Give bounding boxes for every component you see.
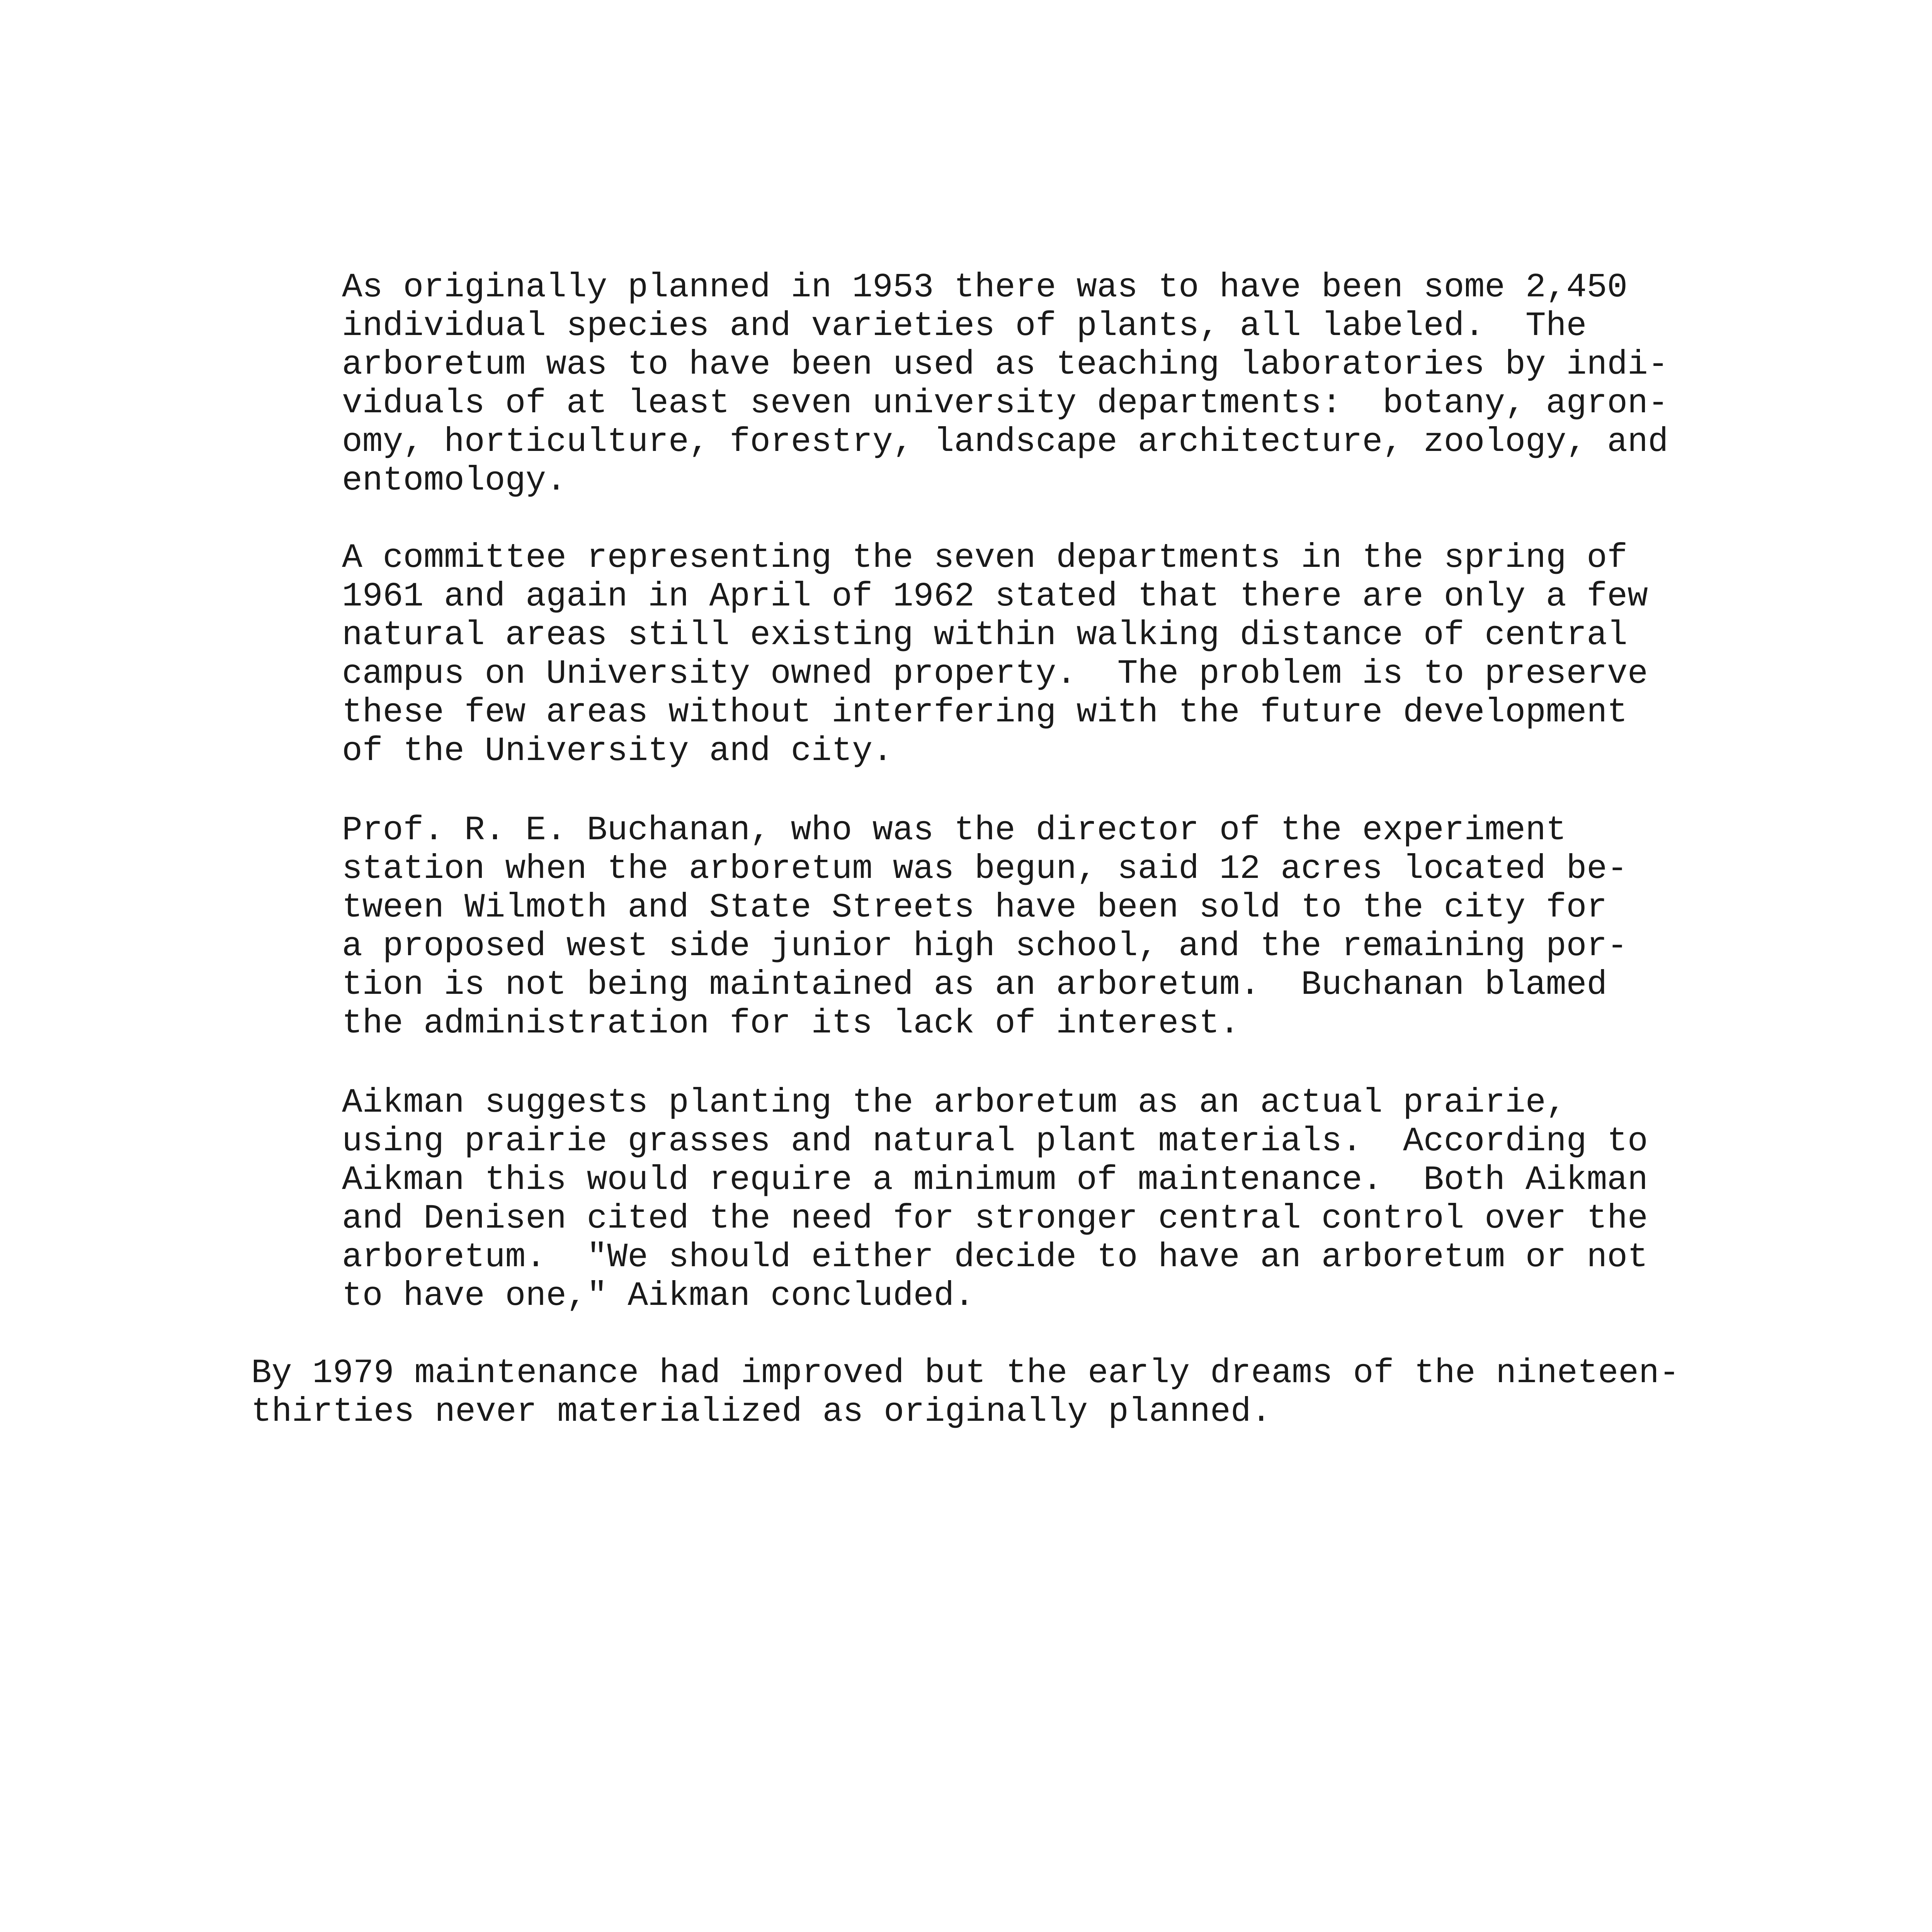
text-line: omy, horticulture, forestry, landscape architecture, zoology, and	[342, 423, 1668, 461]
text-line: the administration for its lack of interest.	[342, 1005, 1240, 1043]
text-line: Aikman this would require a minimum of maintenance. Both Aikman	[342, 1161, 1648, 1199]
text-line: thirties never materialized as originally planned.	[251, 1393, 1272, 1431]
text-line: campus on University owned property. The problem is to preserve	[342, 655, 1648, 693]
text-line: tween Wilmoth and State Streets have been sold to the city for	[342, 889, 1607, 927]
text-line: tion is not being maintained as an arboretum. Buchanan blamed	[342, 966, 1607, 1004]
text-line: arboretum was to have been used as teaching laboratories by indi-	[342, 346, 1668, 384]
text-line: By 1979 maintenance had improved but the early dreams of the nineteen-	[251, 1354, 1680, 1393]
text-line: station when the arboretum was begun, said 12 acres located be-	[342, 850, 1628, 888]
text-line: Aikman suggests planting the arboretum as an actual prairie,	[342, 1084, 1566, 1122]
text-line: using prairie grasses and natural plant materials. According to	[342, 1122, 1648, 1161]
text-line: Prof. R. E. Buchanan, who was the director of the experiment	[342, 811, 1566, 850]
text-line: arboretum. "We should either decide to have an arboretum or not	[342, 1238, 1648, 1277]
text-line: a proposed west side junior high school, and the remaining por-	[342, 927, 1628, 966]
text-line: individual species and varieties of plants, all labeled. The	[342, 307, 1587, 345]
text-line: natural areas still existing within walking distance of central	[342, 616, 1628, 655]
text-line: entomology.	[342, 462, 566, 500]
text-line: and Denisen cited the need for stronger central control over the	[342, 1200, 1648, 1238]
text-line: to have one," Aikman concluded.	[342, 1277, 975, 1315]
text-line: viduals of at least seven university departments: botany, agron-	[342, 384, 1668, 423]
text-line: A committee representing the seven departments in the spring of	[342, 539, 1628, 577]
text-line: these few areas without interfering with the future development	[342, 694, 1628, 732]
text-line: 1961 and again in April of 1962 stated that there are only a few	[342, 578, 1648, 616]
text-line: As originally planned in 1953 there was to have been some 2,450	[342, 269, 1628, 307]
text-line: of the University and city.	[342, 732, 893, 770]
